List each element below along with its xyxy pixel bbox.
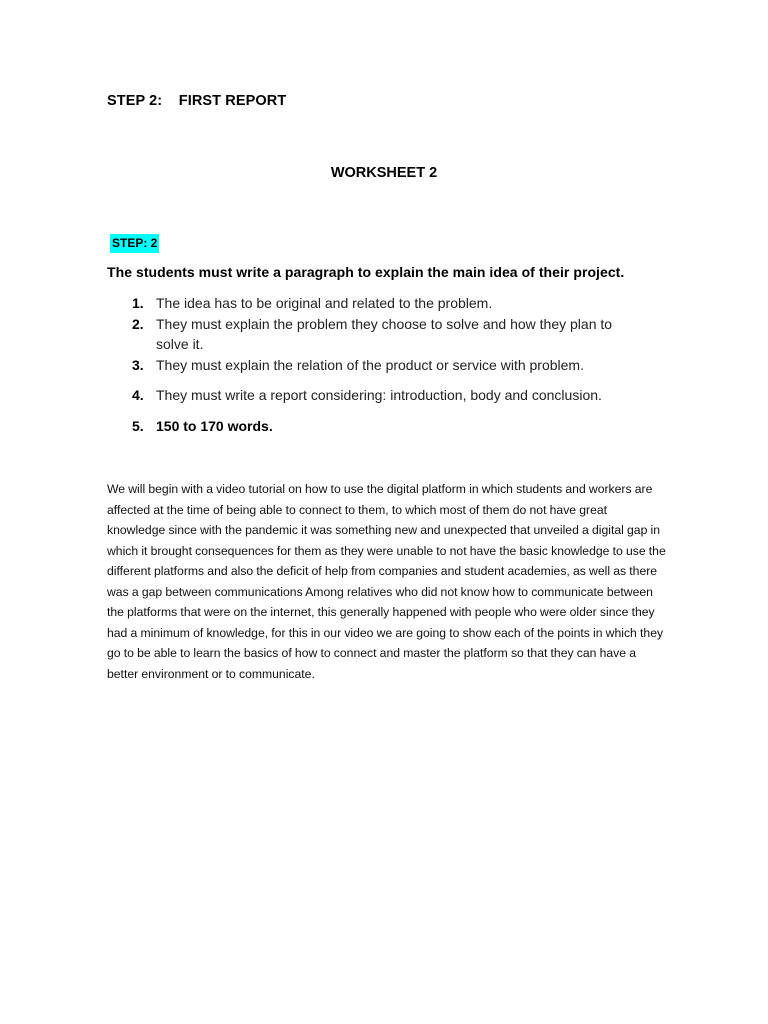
- list-item-number: 1.: [132, 295, 144, 311]
- worksheet-title: WORKSHEET 2: [330, 165, 438, 181]
- list-item-text: They must explain the problem they choose to solve and how they plan to solve it.: [156, 316, 613, 352]
- list-item-text: They must write a report considering: introduction, body and conclusion.: [156, 387, 602, 403]
- list-item-text: 150 to 170 words.: [156, 418, 273, 434]
- list-item-text: They must explain the relation of the product or service with problem.: [156, 357, 584, 373]
- step-heading: STEP 2: FIRST REPORT: [107, 93, 287, 109]
- instruction-text: The students must write a paragraph to explain the main idea of their project.: [107, 264, 625, 280]
- body-paragraph: We will begin with a video tutorial on how to use the digital platform in which students and workers are affected at the time of being able to connect to them, to which most of them do not have great knowledge since with the pandemic it was something new and unexpected that unveiled a digital gap in which it brought consequences for them as they were unable to not have the basic knowledge to use the different platforms and also the deficit of help from companies and student academies, as well as there was a gap between communications Among relatives who did not know how to communicate between the platforms that were on the internet, this generally happened with people who were older since they had a minimum of knowledge, for this in our video we are going to show each of the points in which they go to be able to learn the basics of how to connect and master the platform so that they can have a better environment or to communicate.: [107, 482, 666, 681]
- list-item-number: 4.: [132, 387, 144, 403]
- list-item-text: The idea has to be original and related to the problem.: [156, 295, 493, 311]
- list-item-number: 2.: [132, 316, 144, 332]
- list-item-number: 5.: [132, 418, 144, 434]
- step-highlight-label: STEP: 2: [110, 234, 159, 253]
- list-item-number: 3.: [132, 357, 144, 373]
